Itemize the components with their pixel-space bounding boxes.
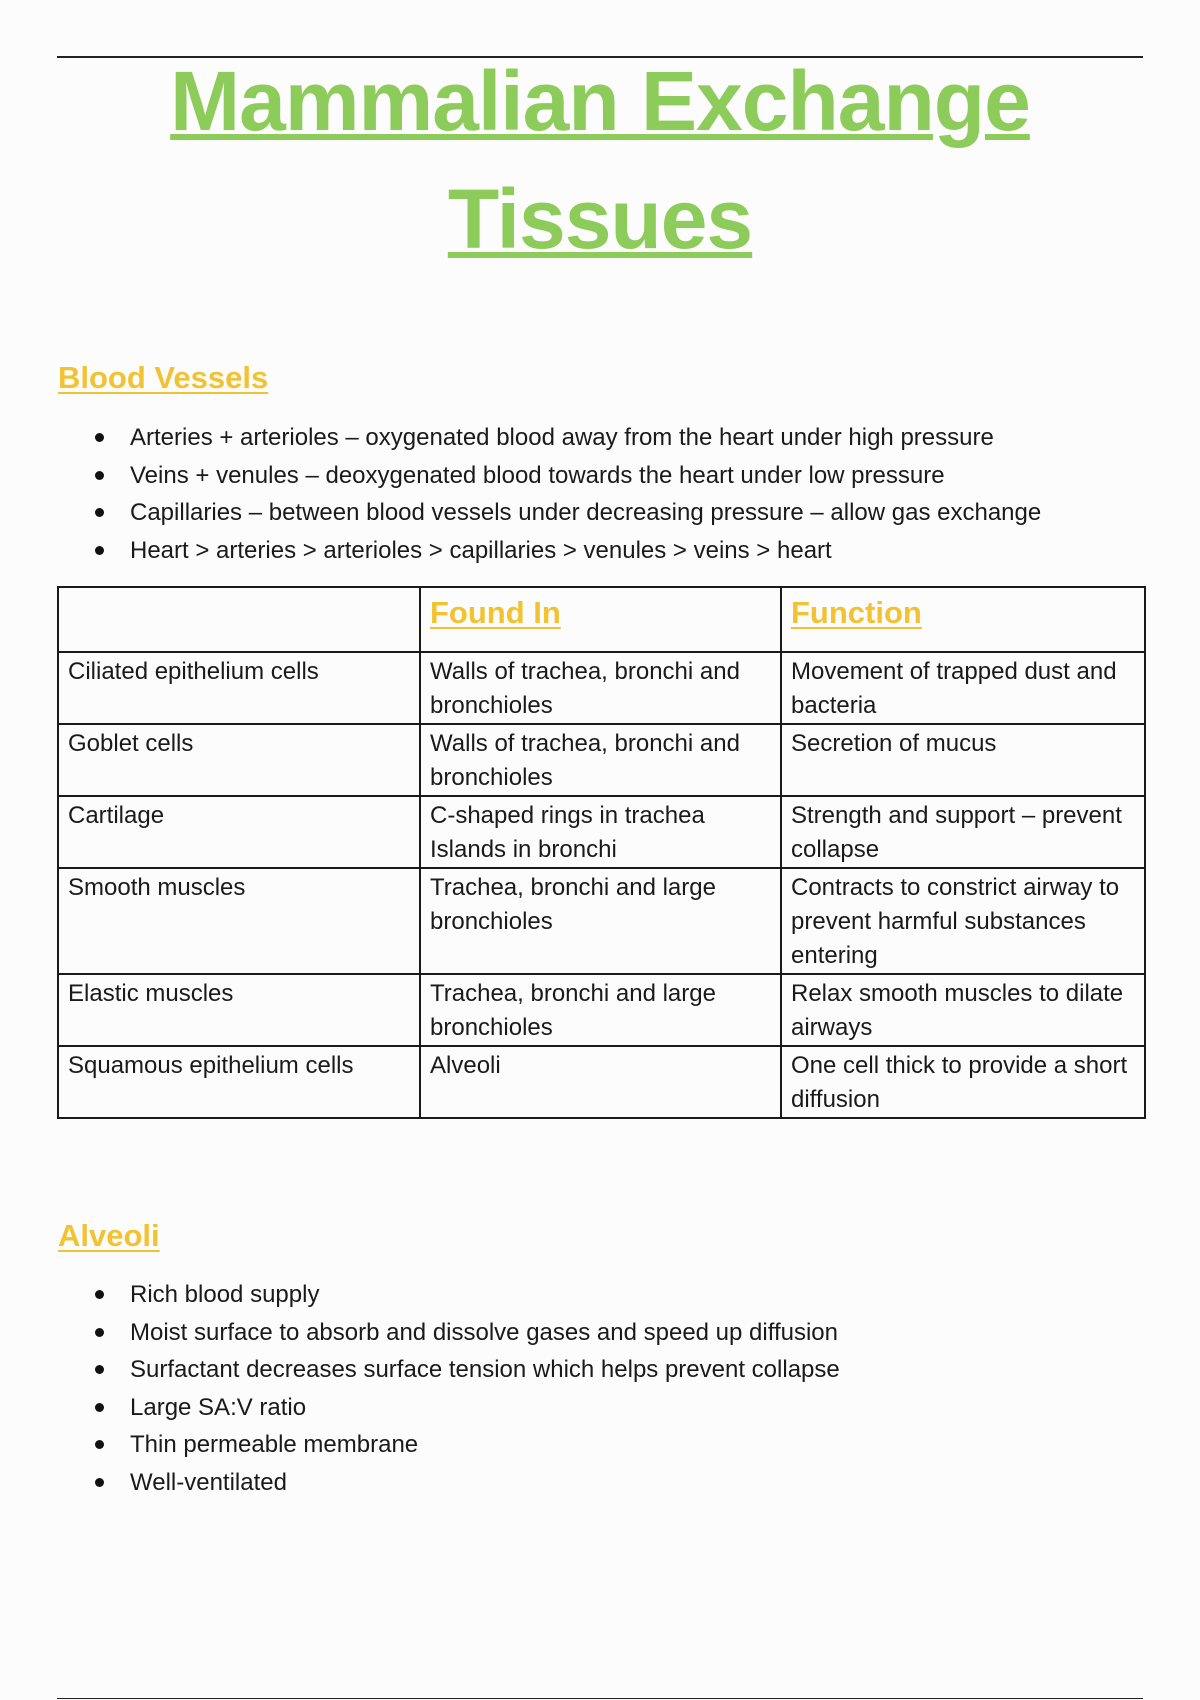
found-in-line: C-shaped rings in trachea (430, 802, 705, 829)
function-cell: Strength and support – prevent collapse (781, 796, 1145, 868)
alveoli-heading: Alveoli (58, 1218, 160, 1253)
found-in-line: Islands in bronchi (430, 836, 617, 863)
table-row (58, 1046, 1145, 1118)
tissue-cell: Smooth muscles (58, 868, 420, 974)
found-in-cell: Walls of trachea, bronchi and bronchioles (420, 652, 781, 724)
function-cell: Movement of trapped dust and bacteria (781, 652, 1145, 724)
tissue-cell: Ciliated epithelium cells (58, 652, 420, 724)
header-cell-function: Function (781, 587, 1145, 652)
found-in-cell: Trachea, bronchi and large bronchioles (420, 974, 781, 1046)
header-cell-found-in: Found In (420, 587, 781, 652)
found-in-cell: Walls of trachea, bronchi and bronchioles (420, 724, 781, 796)
table-row (58, 652, 1145, 724)
tissue-cell: Cartilage (58, 796, 420, 868)
function-cell: Relax smooth muscles to dilate airways (781, 974, 1145, 1046)
list-item: Rich blood supply (0, 1276, 1150, 1314)
alveoli-list (0, 1276, 1150, 1501)
table-row (58, 974, 1145, 1046)
page-title (57, 42, 1143, 278)
table-row (58, 724, 1145, 796)
found-in-cell: Trachea, bronchi and large bronchioles (420, 868, 781, 974)
bottom-rule (57, 1698, 1143, 1699)
function-cell: One cell thick to provide a short diffusion (781, 1046, 1145, 1118)
tissue-cell: Goblet cells (58, 724, 420, 796)
list-item: Arteries + arterioles – oxygenated blood away from the heart under high pressure (0, 419, 1150, 457)
table-header-row (58, 587, 1145, 652)
header-cell-empty (58, 587, 420, 652)
title-line-2: Tissues (447, 172, 753, 266)
list-item: Moist surface to absorb and dissolve gases and speed up diffusion (0, 1314, 1150, 1352)
found-in-cell: Alveoli (420, 1046, 781, 1118)
tissue-table (57, 586, 1146, 1119)
function-cell: Secretion of mucus (781, 724, 1145, 796)
tissue-cell: Elastic muscles (58, 974, 420, 1046)
tissue-cell: Squamous epithelium cells (58, 1046, 420, 1118)
title-line-1: Mammalian Exchange (170, 54, 1030, 148)
table-row (58, 796, 1145, 868)
list-item: Veins + venules – deoxygenated blood towards the heart under low pressure (0, 457, 1150, 495)
list-item: Capillaries – between blood vessels under decreasing pressure – allow gas exchange (0, 494, 1150, 532)
list-item: Large SA:V ratio (0, 1389, 1150, 1427)
list-item: Surfactant decreases surface tension which helps prevent collapse (0, 1351, 1150, 1389)
list-item: Heart > arteries > arterioles > capillaries > venules > veins > heart (0, 532, 1150, 570)
blood-vessels-heading: Blood Vessels (58, 360, 269, 395)
function-cell: Contracts to constrict airway to prevent harmful substances entering (781, 868, 1145, 974)
list-item: Thin permeable membrane (0, 1426, 1150, 1464)
found-in-cell (420, 796, 781, 868)
blood-vessels-list (0, 419, 1150, 569)
list-item: Well-ventilated (0, 1464, 1150, 1502)
table-row (58, 868, 1145, 974)
